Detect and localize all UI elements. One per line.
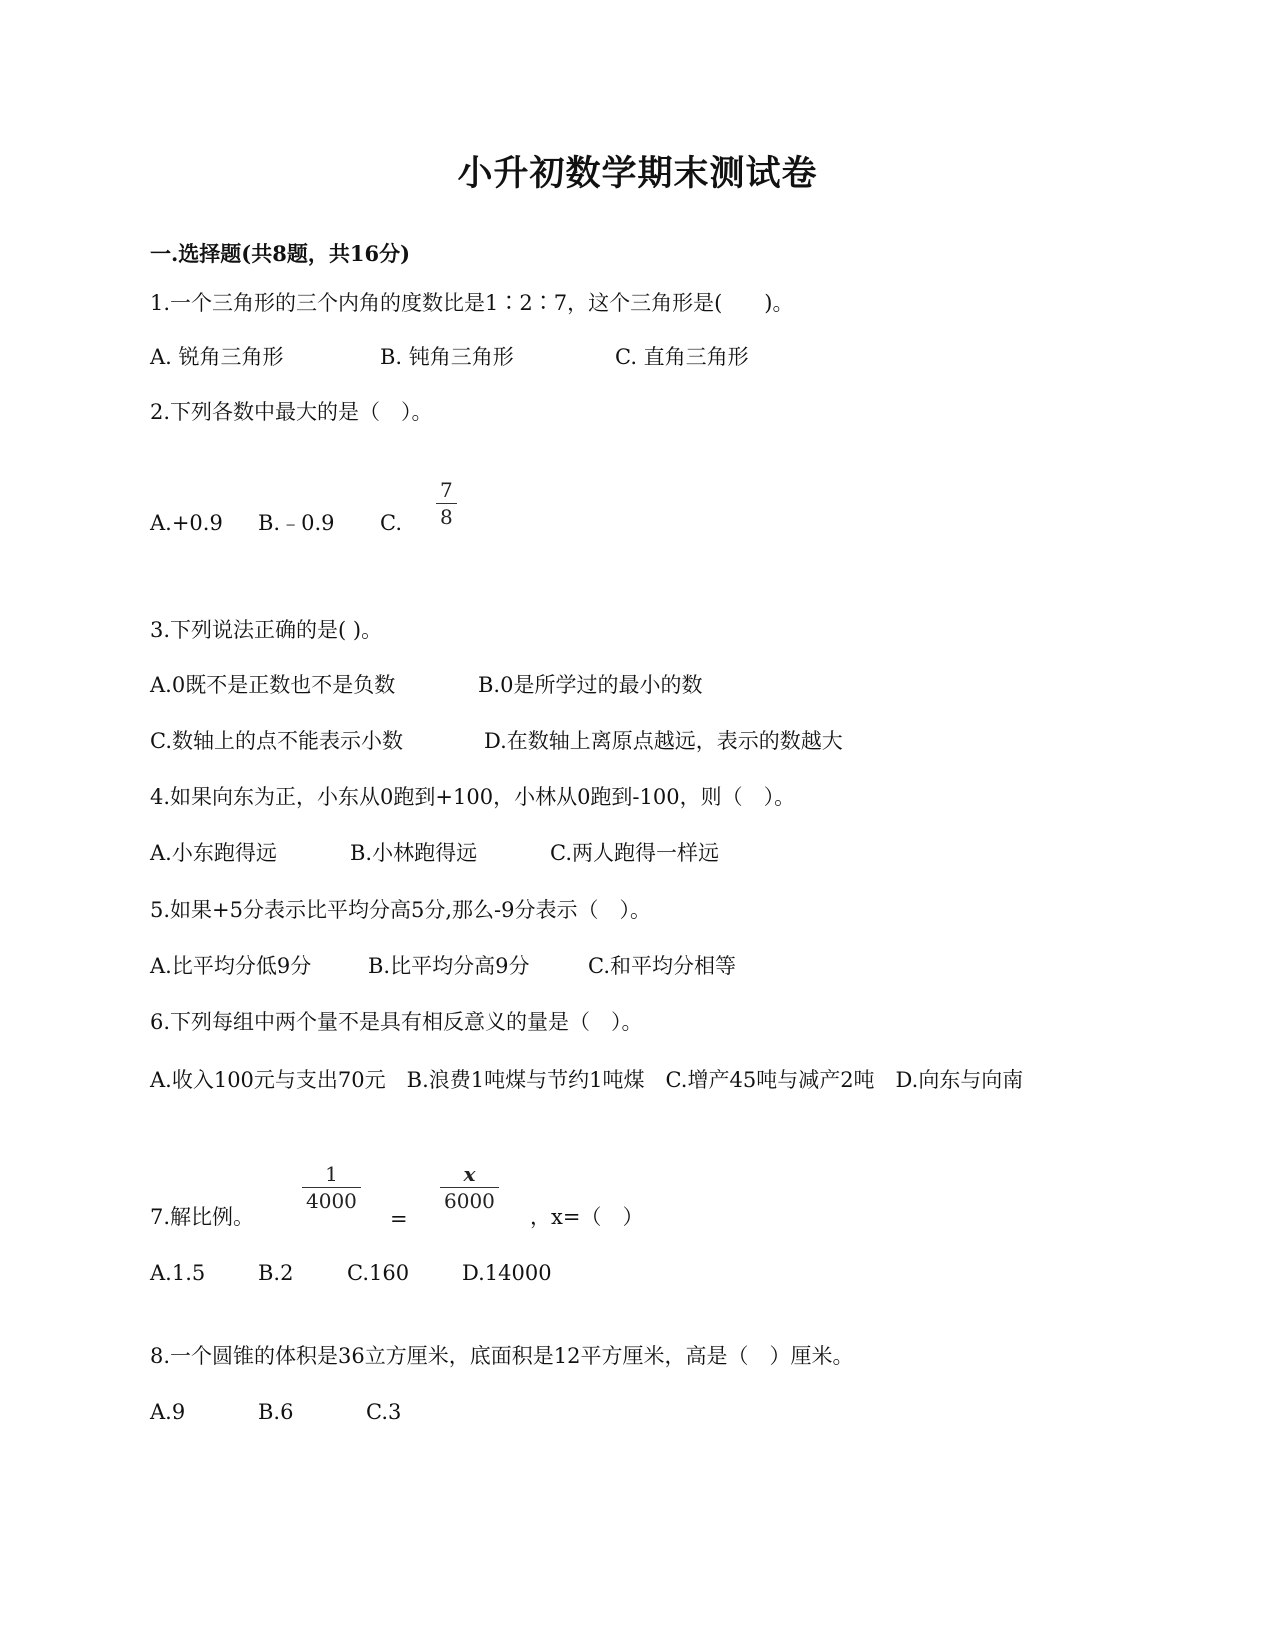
question-5-option-c: C.和平均分相等 <box>588 954 736 978</box>
question-3-option-c: C.数轴上的点不能表示小数 <box>150 729 403 753</box>
question-2-fraction <box>436 478 457 529</box>
question-5-stem: 5.如果+5分表示比平均分高5分,那么-9分表示（ ）。 <box>150 898 651 922</box>
question-7-stem-prefix: 7.解比例。 <box>150 1205 255 1229</box>
question-7-option-d: D.14000 <box>462 1261 552 1285</box>
question-8-option-b: B.6 <box>258 1400 294 1424</box>
question-1-option-a: A. 锐角三角形 <box>150 345 284 369</box>
question-3-option-d: D.在数轴上离原点越远，表示的数越大 <box>484 729 843 753</box>
question-2-stem: 2.下列各数中最大的是（ ）。 <box>150 400 433 424</box>
question-3-option-b: B.0是所学过的最小的数 <box>478 673 703 697</box>
question-4-option-c: C.两人跑得一样远 <box>550 841 719 865</box>
fraction-denominator: 4000 <box>306 1189 357 1213</box>
question-7-fraction-right <box>440 1162 499 1213</box>
question-5-option-a: A.比平均分低9分 <box>150 954 312 978</box>
question-1-option-c: C. 直角三角形 <box>615 345 749 369</box>
question-8-option-a: A.9 <box>150 1400 186 1424</box>
fraction-bar <box>440 1187 499 1188</box>
question-4-option-b: B.小林跑得远 <box>350 841 478 865</box>
question-4-stem: 4.如果向东为正，小东从0跑到+100，小林从0跑到-100，则（ ）。 <box>150 785 796 809</box>
question-3-option-a: A.0既不是正数也不是负数 <box>150 673 396 697</box>
question-7-option-a: A.1.5 <box>150 1261 206 1285</box>
question-7-equals: = <box>390 1207 408 1231</box>
question-2-option-a: A.+0.9 <box>150 511 223 535</box>
question-7-option-b: B.2 <box>258 1261 294 1285</box>
fraction-bar <box>302 1187 361 1188</box>
question-3-stem: 3.下列说法正确的是( )。 <box>150 618 383 642</box>
question-2-option-c: C. <box>380 511 402 535</box>
question-2-option-b: B.﹣0.9 <box>258 511 335 535</box>
fraction-bar <box>436 503 457 504</box>
question-1-option-b: B. 钝角三角形 <box>380 345 514 369</box>
section-heading: 一.选择题(共8题，共16分) <box>150 241 411 266</box>
fraction-numerator: 7 <box>440 478 453 502</box>
question-7-stem-suffix: ，x=（ ） <box>530 1205 644 1229</box>
question-4-option-a: A.小东跑得远 <box>150 841 277 865</box>
question-6-options: A.收入100元与支出70元 B.浪费1吨煤与节约1吨煤 C.增产45吨与减产2吨 D.向东与向南 <box>150 1068 1024 1092</box>
question-5-option-b: B.比平均分高9分 <box>368 954 530 978</box>
fraction-denominator: 6000 <box>444 1189 495 1213</box>
question-7-option-c: C.160 <box>347 1261 410 1285</box>
fraction-numerator: x <box>463 1162 476 1186</box>
question-7-fraction-left <box>302 1162 361 1213</box>
question-8-stem: 8.一个圆锥的体积是36立方厘米，底面积是12平方厘米，高是（ ）厘米。 <box>150 1344 854 1368</box>
question-1-stem: 1.一个三角形的三个内角的度数比是1∶2∶7，这个三角形是( )。 <box>150 291 794 315</box>
question-8-option-c: C.3 <box>366 1400 402 1424</box>
fraction-numerator: 1 <box>325 1162 338 1186</box>
page-title: 小升初数学期末测试卷 <box>457 153 818 194</box>
question-6-stem: 6.下列每组中两个量不是具有相反意义的量是（ ）。 <box>150 1010 643 1034</box>
fraction-denominator: 8 <box>440 505 453 529</box>
